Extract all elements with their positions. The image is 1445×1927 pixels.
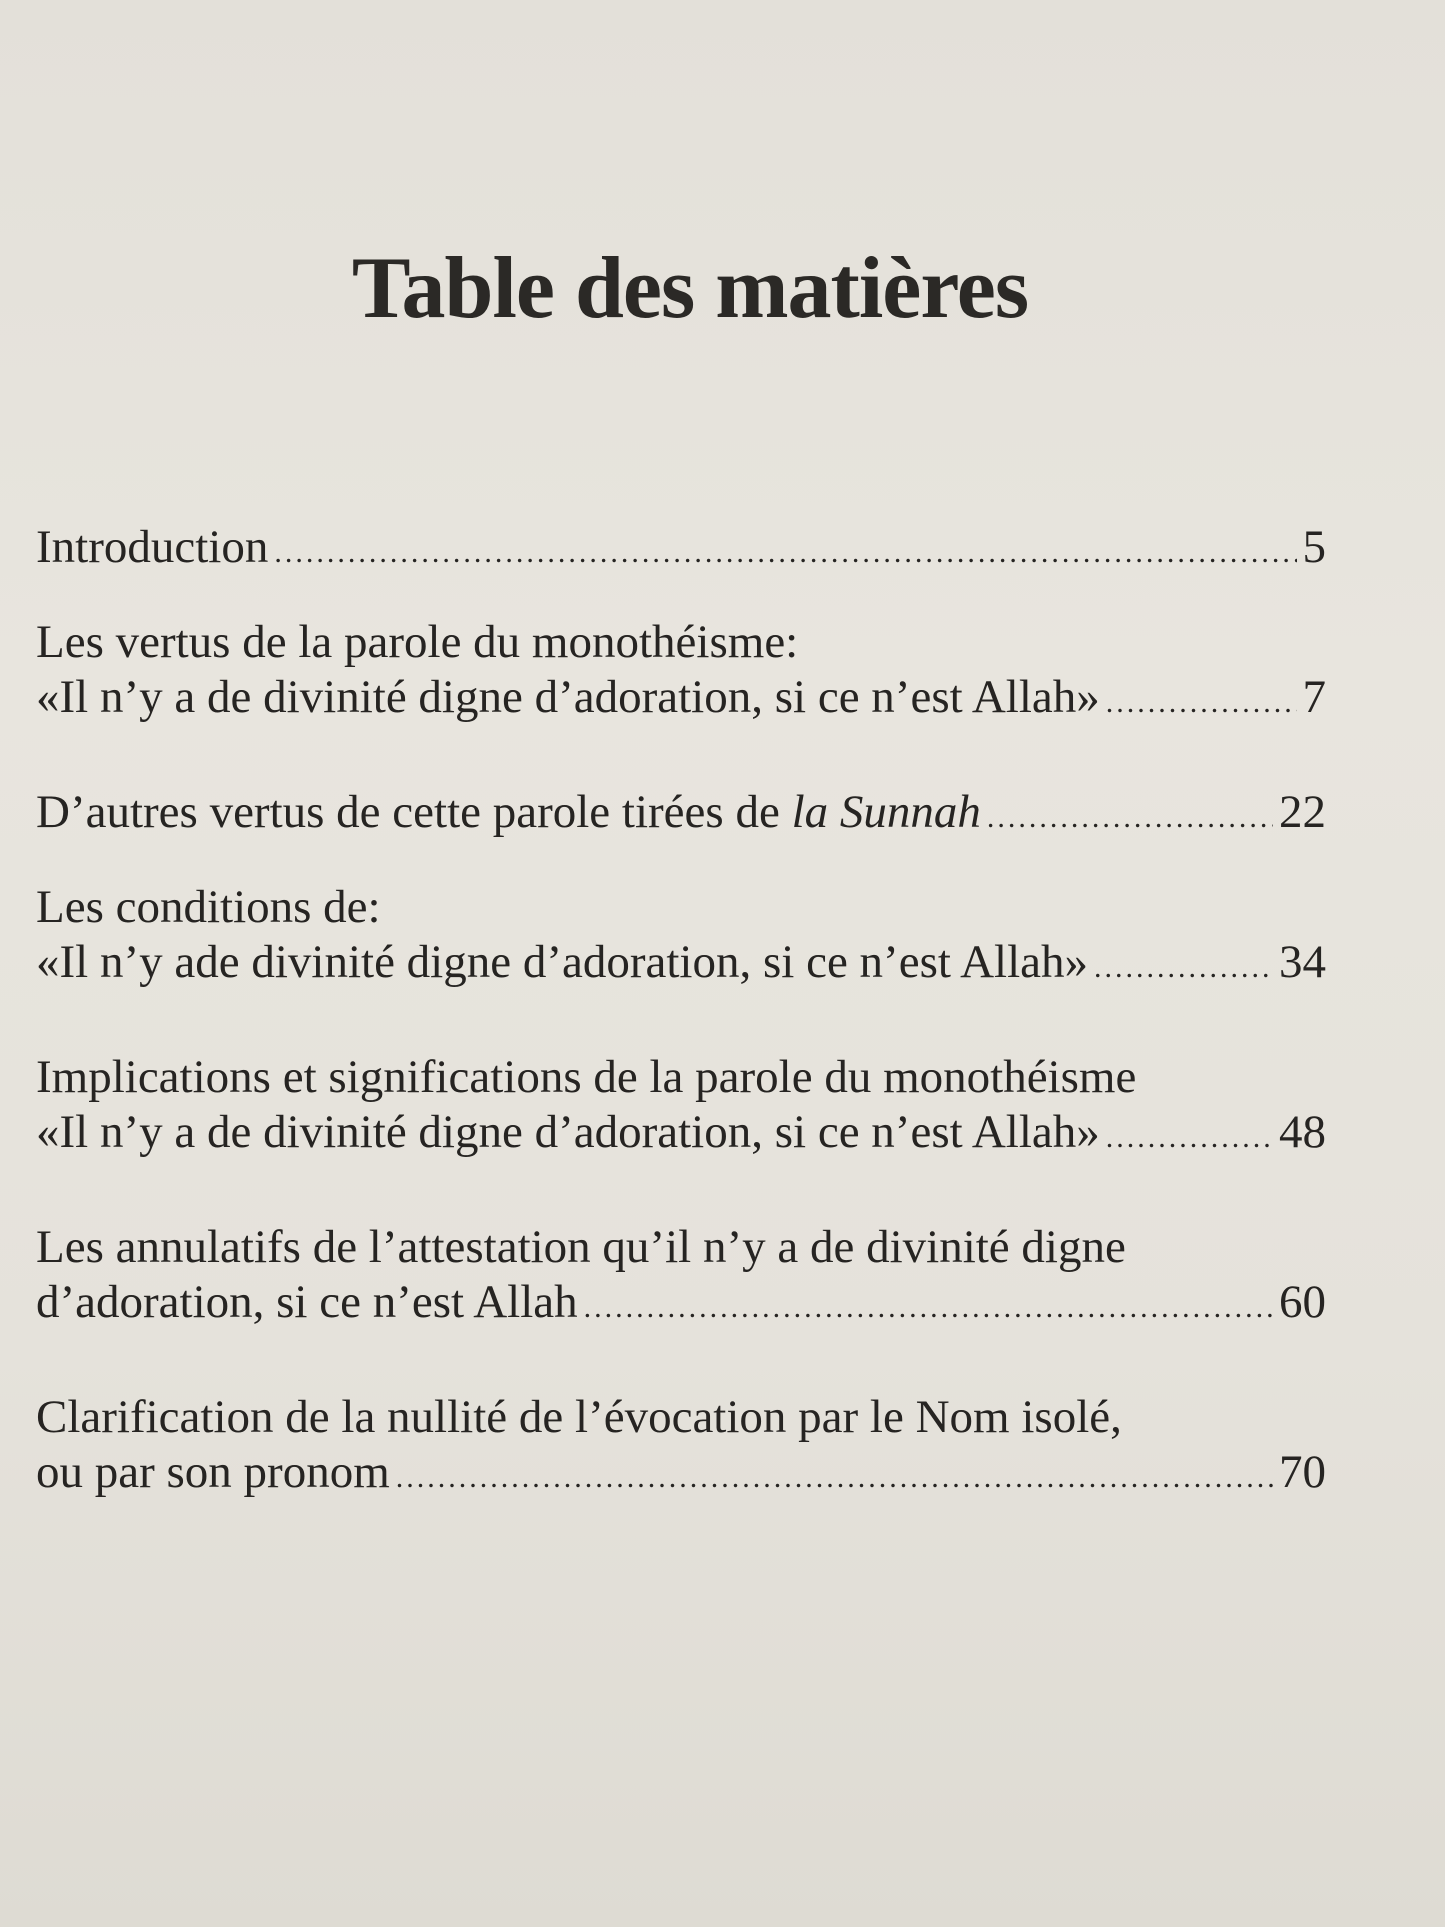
toc-entry-text: «Il n’y a de divinité digne d’adoration, si ce n’est Allah» [36, 671, 1100, 724]
toc-entry-row [36, 785, 1326, 840]
toc-page-number: 60 [1279, 1276, 1326, 1329]
toc-entry-annulatifs [36, 1220, 1326, 1331]
toc-entry-conditions [36, 880, 1326, 991]
toc-entry-text: «Il n’y a de divinité digne d’adoration, si ce n’est Allah» [36, 1106, 1100, 1159]
toc-entry-text-roman: D’autres vertus de cette parole tirées de [36, 786, 792, 838]
toc-entry-text: «Il n’y ade divinité digne d’adoration, si ce n’est Allah» [36, 936, 1088, 989]
toc-entry-text: Introduction [36, 521, 269, 573]
toc-page-number: 48 [1279, 1106, 1326, 1159]
toc-entry-heading: Clarification de la nullité de l’évocation par le Nom isolé, [36, 1391, 1122, 1443]
toc-entry-introduction [36, 520, 1326, 575]
toc-page-number: 5 [1302, 521, 1326, 573]
toc-entry-text-italic: la Sunnah [791, 786, 981, 838]
toc-entry-heading: Les conditions de: [36, 881, 381, 933]
dot-leader [1094, 950, 1273, 985]
page-title: Table des matières [351, 240, 1029, 337]
toc-entry-vertus [36, 615, 1326, 726]
dot-leader [584, 1290, 1273, 1325]
dot-leader [274, 535, 1296, 570]
toc-entry-text: ou par son pronom [36, 1446, 390, 1499]
toc-entry-heading: Les annulatifs de l’attestation qu’il n’y a de divinité digne [36, 1221, 1126, 1273]
toc-entry-heading: Les vertus de la parole du monothéisme: [36, 616, 799, 668]
toc-entry-heading: Implications et significations de la parole du monothéisme [36, 1051, 1137, 1103]
toc-entry-implications [36, 1050, 1326, 1161]
dot-leader [1106, 685, 1297, 720]
toc-entry-text [36, 785, 981, 840]
toc-entry-autres-vertus [36, 785, 1326, 840]
toc-entry-clarification [36, 1390, 1326, 1501]
toc-entry-row [36, 1275, 1326, 1330]
toc-entry-row [36, 1105, 1326, 1160]
toc-entry-row [36, 935, 1326, 990]
toc-page-number: 7 [1302, 671, 1326, 724]
toc-page-number: 22 [1279, 786, 1326, 838]
toc-page-number: 34 [1279, 936, 1326, 989]
toc-entry-row [36, 1445, 1326, 1500]
toc-entry-text: d’adoration, si ce n’est Allah [36, 1276, 578, 1329]
toc-page-number: 70 [1279, 1446, 1326, 1499]
toc-entry-row [36, 670, 1326, 725]
toc-entry-row [36, 520, 1326, 575]
dot-leader [1106, 1120, 1273, 1155]
dot-leader [987, 800, 1273, 835]
dot-leader [396, 1460, 1273, 1495]
